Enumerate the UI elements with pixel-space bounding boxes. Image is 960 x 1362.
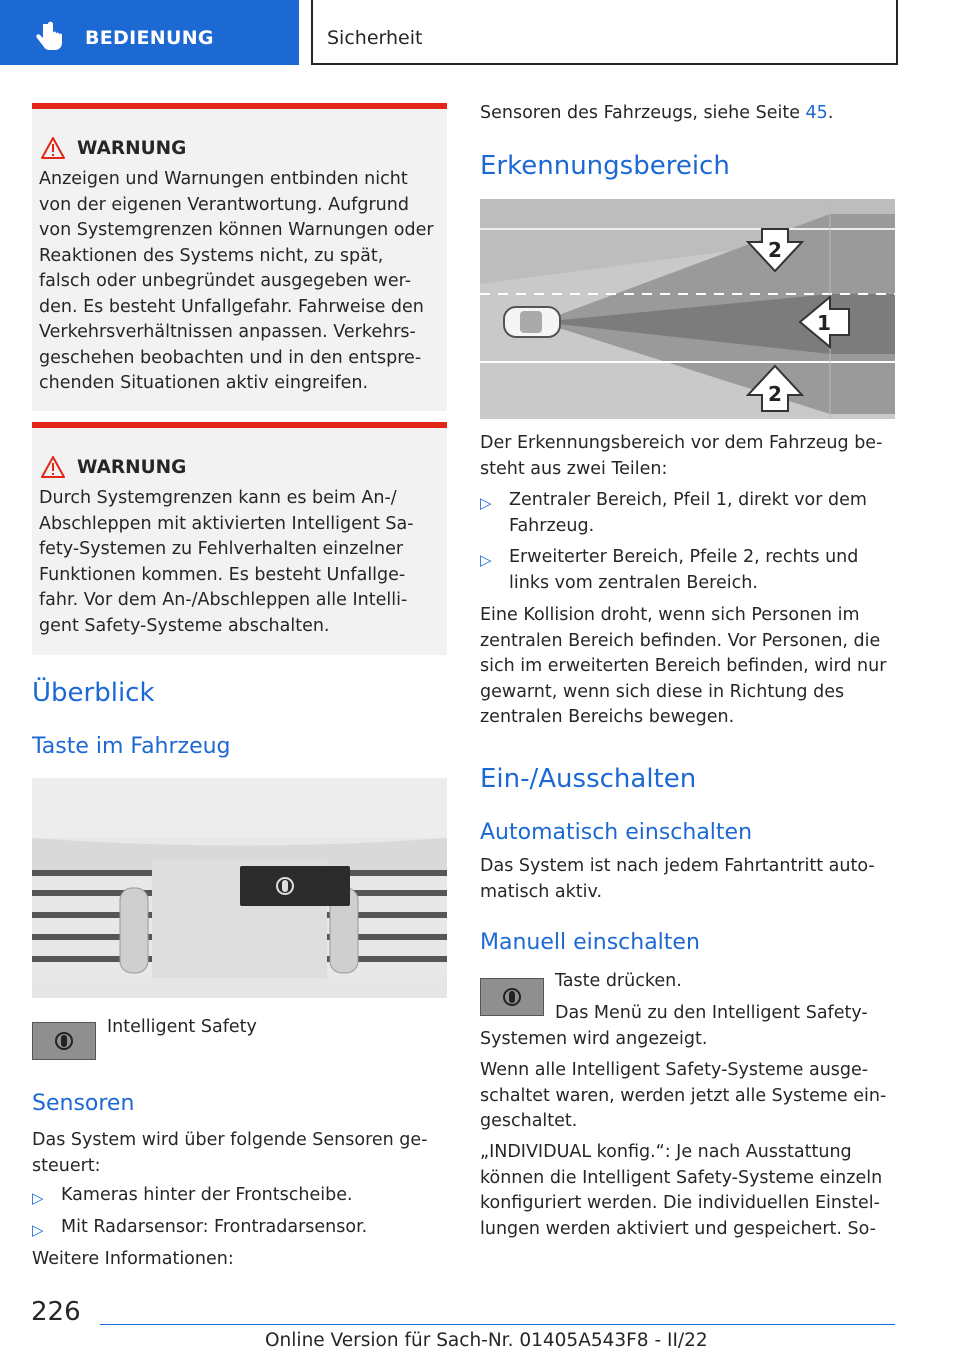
heading-detection-range: Erkennungsbereich: [480, 151, 730, 181]
warning-triangle-icon: [41, 137, 65, 159]
footer-online-version: Online Version für Sach-Nr. 01405A543F8 - II/22: [265, 1330, 708, 1351]
button-label: Intelligent Safety: [107, 1017, 257, 1037]
list-item: ▷ Erweiterter Bereich, Pfeile 2, rechts und links vom zentralen Bereich.: [480, 547, 859, 593]
all-off-text: Wenn alle Intelligent Safety-Systeme ausge- schaltet waren, werden jetzt alle Systeme ein- geschaltet.: [480, 1060, 887, 1131]
more-info: Weitere Informationen:: [32, 1249, 234, 1269]
sensors-reference: Sensoren des Fahrzeugs, siehe Seite 45.: [480, 103, 834, 123]
chapter-tab: [311, 0, 898, 65]
page-link[interactable]: 45: [805, 103, 828, 123]
page-number: 226: [31, 1297, 81, 1327]
warning-box-1: [32, 103, 447, 411]
heading-manual-on: Manuell einschalten: [480, 930, 700, 955]
warning-text: Anzeigen und Warnungen entbinden nicht von der eigenen Verantwortung. Aufgrund von Systemgrenzen können Warnungen oder Reaktionen des Systems nicht, zu spät, falsch oder unbegründet ausgegeben wer- den. Es besteht Unfallgefahr. Fahrweise den Verkehrsverhältnissen anpassen. Verkehrs- geschehen beobachten und in den entspre- chenden Situationen aktiv eingreifen.: [39, 169, 434, 393]
svg-text:2: 2: [768, 382, 782, 406]
sensors-intro: Das System wird über folgende Sensoren ge- steuert:: [32, 1130, 428, 1176]
press-button-text: Taste drücken.: [555, 971, 682, 991]
heading-overview: Überblick: [32, 678, 155, 708]
heading-button-in-vehicle: Taste im Fahrzeug: [32, 734, 231, 759]
svg-text:1: 1: [817, 311, 831, 335]
intelligent-safety-button-icon: [480, 978, 544, 1016]
collision-text: Eine Kollision droht, wenn sich Personen im zentralen Bereich befinden. Vor Personen, die sich im erweiterten Bereich befinden, wird nur gewarnt, wenn sich diese in Richtung des zentralen Bereichs bewegen.: [480, 605, 887, 727]
hand-pointer-icon: [32, 20, 66, 54]
chapter-title: Sicherheit: [327, 27, 423, 49]
warning-title: WARNUNG: [77, 457, 187, 478]
heading-sensors: Sensoren: [32, 1091, 135, 1116]
dashboard-button-photo: [32, 778, 447, 998]
warning-title: WARNUNG: [77, 138, 187, 159]
heading-auto-on: Automatisch einschalten: [480, 820, 753, 845]
section-title: BEDIENUNG: [85, 27, 214, 49]
detection-range-diagram: [480, 199, 895, 419]
section-tab: [0, 0, 299, 65]
warning-text: Durch Systemgrenzen kann es beim An-/ Abschleppen mit aktivierten Intelligent Sa- fety-Systemen zu Fehlverhalten einzelner Funktionen kommen. Es besteht Unfallge- fahr. Vor dem An-/Abschleppen alle Intelli- gent Safety-Systeme abschalten.: [39, 488, 414, 636]
warning-box-2: [32, 422, 447, 655]
auto-text: Das System ist nach jedem Fahrtantritt auto- matisch aktiv.: [480, 856, 875, 902]
warning-triangle-icon: [41, 456, 65, 478]
svg-text:2: 2: [768, 238, 782, 262]
detection-intro: Der Erkennungsbereich vor dem Fahrzeug be- steht aus zwei Teilen:: [480, 433, 883, 479]
footer-divider: [100, 1324, 895, 1325]
individual-config-text: „INDIVIDUAL konfig.“: Je nach Ausstattung können die Intelligent Safety-Systeme einzeln konfiguriert werden. Die individuellen Einstel- lungen werden aktiviert und gespeichert. So-: [480, 1142, 883, 1239]
menu-text-2: Systemen wird angezeigt.: [480, 1029, 708, 1049]
intelligent-safety-button-icon: [32, 1022, 96, 1060]
menu-text-1: Das Menü zu den Intelligent Safety-: [555, 1003, 868, 1023]
heading-on-off: Ein-/Ausschalten: [480, 764, 697, 794]
car-icon: [504, 307, 560, 337]
list-item: ▷ Zentraler Bereich, Pfeil 1, direkt vor dem Fahrzeug.: [480, 490, 867, 536]
